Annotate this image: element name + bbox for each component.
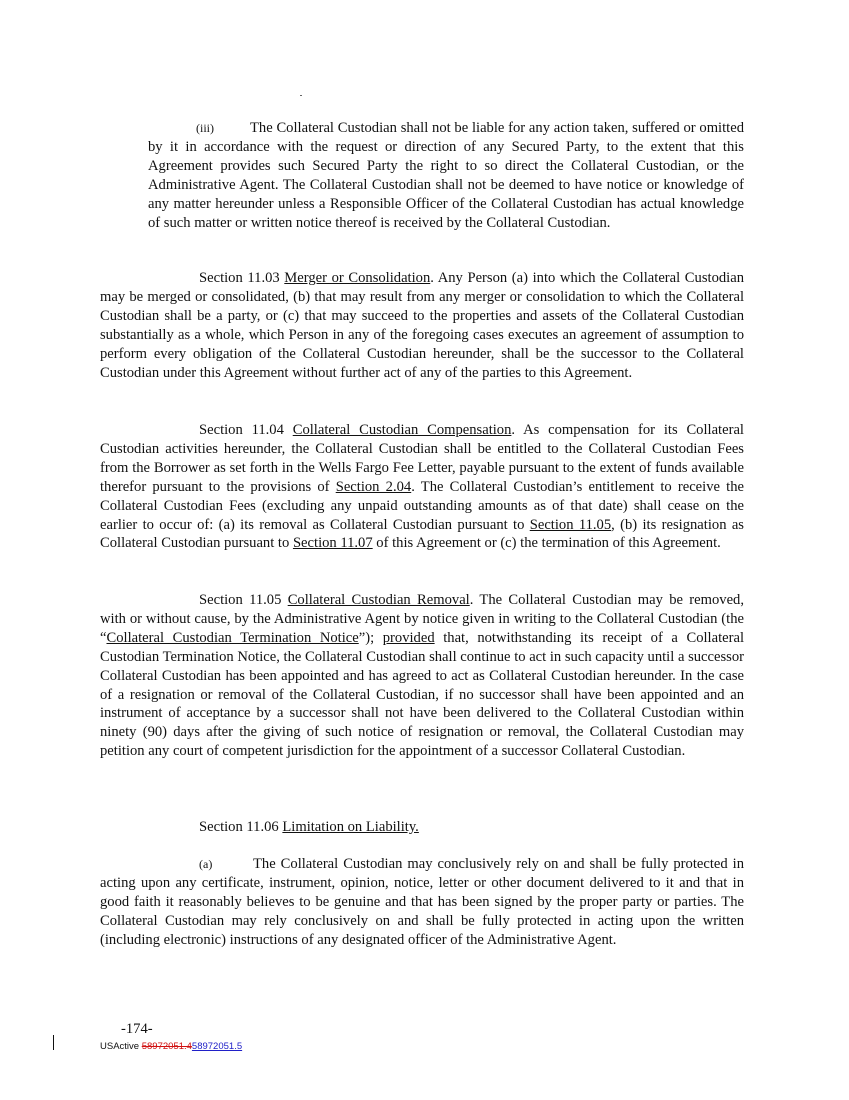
defined-term: Collateral Custodian Termination Notice: [106, 629, 359, 646]
cross-reference-link[interactable]: Section 11.05: [529, 516, 612, 533]
paragraph-text: The Collateral Custodian shall not be liable for any action taken, suffered or omitted by it in accordance with the request or direction of any Secured Party, to the extent that this Agreement provides such Secured Party the right to so direct the Collateral Custodian, or the Administrative Agent. The Collateral Custodian shall not be deemed to have notice or knowledge of any matter hereunder unless a Responsible Officer of the Collateral Custodian has actual knowledge of such matter or written notice thereof is received by the Collateral Custodian.: [148, 120, 744, 231]
deleted-doc-id: 58972051.4: [141, 1041, 192, 1052]
paragraph-text: , (b) its resignation as Collateral Custodian pursuant to: [100, 516, 744, 552]
cross-reference-link[interactable]: Section 2.04: [335, 478, 412, 495]
cross-reference-link[interactable]: Section 11.07: [292, 535, 373, 552]
section-11-04: [100, 421, 744, 553]
paragraph-text: . The Collateral Custodian’s entitlement to receive the Collateral Custodian Fees (excluding any unpaid outstanding amounts as of that date) shall cease on the earlier to occur of: (a) its removal as Collateral Custodian pursuant to: [100, 478, 744, 533]
paragraph-text: of this Agreement or (c) the termination of this Agreement.: [372, 535, 721, 552]
paragraph-text: . Any Person (a) into which the Collateral Custodian may be merged or consolidated, (b) that may result from any merger or consolidation to which the Collateral Custodian shall be a party, or (c) that may succeed to the properties and assets of the Collateral Custodian substantially as a whole, which Person in any of the foregoing cases executes an agreement of assumption to perform every obligation of the Collateral Custodian hereunder, shall be the successor to the Collateral Custodian under this Agreement without further act of any of the parties to this Agreement.: [100, 270, 744, 381]
section-number: Section 11.03: [199, 270, 285, 286]
document-id: [100, 1038, 242, 1057]
section-heading: Merger or Consolidation: [284, 270, 431, 286]
revision-change-bar: [53, 1035, 54, 1050]
paragraph-text: that, notwithstanding its receipt of a Collateral Custodian Termination Notice, the Collateral Custodian shall continue to act in such capacity until a successor Collateral Custodian has been appointed and has agreed to act as Collateral Custodian hereunder. In the case of a resignation or removal of the Collateral Custodian, if no successor shall have been appointed and an instrument of acceptance by a successor shall not have been delivered to the Collateral Custodian within ninety (90) days after the giving of such notice of resignation or removal, the Collateral Custodian may petition any court of competent jurisdiction for the appointment of a successor Collateral Custodian.: [100, 629, 744, 760]
stray-mark: [300, 95, 302, 96]
section-11-06-heading: [199, 818, 744, 837]
section-heading: Collateral Custodian Compensation: [292, 422, 512, 438]
doc-id-prefix: USActive: [100, 1041, 142, 1052]
paragraph-text: ”);: [358, 629, 383, 646]
section-number: Section 11.06: [199, 819, 283, 835]
subclause-marker: (a): [199, 857, 213, 871]
section-heading: Collateral Custodian Removal: [287, 592, 470, 608]
section-11-05: [100, 591, 744, 761]
section-11-03: [100, 269, 744, 382]
paragraph-text: . The Collateral Custodian may be removed, with or without cause, by the Administrative Agent by notice given in writing to the Collateral Custodian (the “: [100, 592, 744, 646]
proviso-term: provided: [382, 629, 435, 646]
subclause-marker: (iii): [196, 121, 214, 135]
section-number: Section 11.04: [199, 422, 293, 438]
paragraph-iii: [148, 119, 744, 232]
section-11-06-a: [100, 855, 744, 950]
page-number: -174-: [121, 1021, 153, 1037]
inserted-doc-id: 58972051.5: [191, 1041, 243, 1052]
paragraph-text: . As compensation for its Collateral Custodian activities hereunder, the Collateral Custodian shall be entitled to the Collateral Custodian Fees from the Borrower as set forth in the Wells Fargo Fee Letter, payable pursuant to the extent of funds available therefor pursuant to the provisions of: [100, 422, 744, 495]
section-number: Section 11.05: [199, 592, 288, 608]
paragraph-text: The Collateral Custodian may conclusively rely on and shall be fully protected in acting upon any certificate, instrument, opinion, notice, letter or other document delivered to it and that in good faith it reasonably believes to be genuine and that has been signed by the proper party or parties. The Collateral Custodian may rely conclusively on and shall be fully protected in acting upon the written (including electronic) instructions of any designated officer of the Administrative Agent.: [100, 856, 744, 948]
section-heading: Limitation on Liability.: [282, 819, 419, 835]
